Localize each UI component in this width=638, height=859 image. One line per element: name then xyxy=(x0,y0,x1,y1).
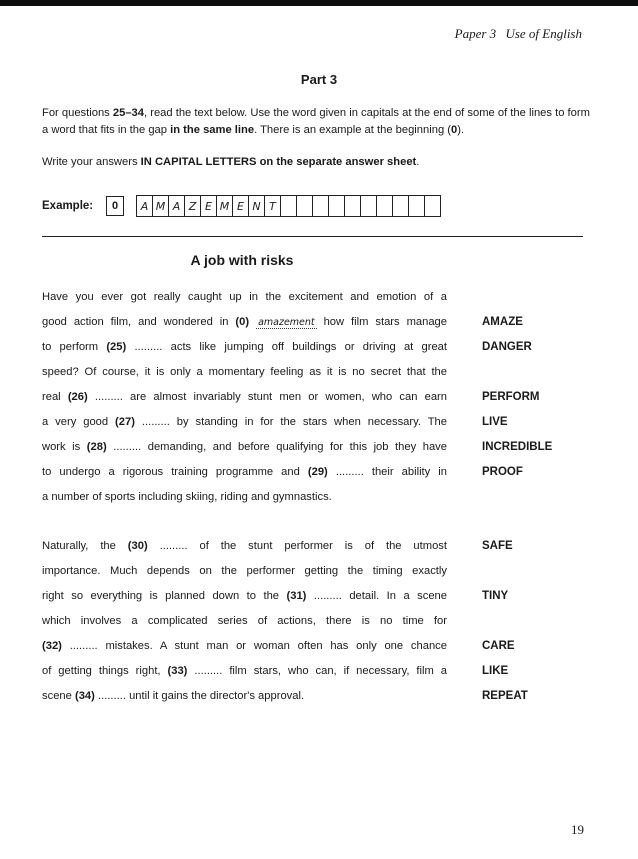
letter-cell: E xyxy=(201,196,217,216)
keyword-amaze: AMAZE xyxy=(482,316,523,328)
divider-rule xyxy=(42,236,583,237)
part-title: Part 3 xyxy=(300,72,338,87)
example-letter-grid xyxy=(136,195,441,217)
text-line: of getting things right, (33) ......... film stars, who can, if necessary, film a xyxy=(42,665,447,677)
letter-cell xyxy=(377,196,393,216)
keyword-care: CARE xyxy=(482,640,515,652)
letter-cell: M xyxy=(217,196,233,216)
section-label: Use of English xyxy=(505,26,582,41)
letter-cell xyxy=(409,196,425,216)
letter-cell: Z xyxy=(185,196,201,216)
keyword-tiny: TINY xyxy=(482,590,509,602)
example-label: Example: xyxy=(42,200,94,212)
text-line: real (26) ......... are almost invariably stunt men or women, who can earn xyxy=(42,391,447,403)
text-line: to perform (25) ......... acts like jumping off buildings or driving at great xyxy=(42,341,447,353)
keyword-perform: PERFORM xyxy=(482,391,540,403)
text-line: to undergo a rigorous training programme and (29) ......... their ability in xyxy=(42,466,448,478)
text-line: a number of sports including skiing, riding and gymnastics. xyxy=(42,491,332,503)
keyword-incredible: INCREDIBLE xyxy=(482,441,553,453)
top-edge-bar xyxy=(0,0,638,6)
paper-label: Paper 3 xyxy=(454,26,497,41)
keyword-proof: PROOF xyxy=(482,466,523,478)
text-title: A job with risks xyxy=(190,252,294,268)
letter-cell: E xyxy=(233,196,249,216)
letter-cell xyxy=(345,196,361,216)
letter-cell: A xyxy=(169,196,185,216)
example-answer: amazement xyxy=(258,317,315,328)
keyword-like: LIKE xyxy=(482,665,509,677)
example-number-box: 0 xyxy=(106,196,124,216)
keyword-live: LIVE xyxy=(482,416,508,428)
letter-cell xyxy=(393,196,409,216)
text-line: importance. Much depends on the performer getting the timing exactly xyxy=(42,565,447,577)
text-line: Have you ever got really caught up in the excitement and emotion of a xyxy=(42,291,447,303)
letter-cell: N xyxy=(249,196,265,216)
letter-cell xyxy=(281,196,297,216)
text-line: which involves a complicated series of actions, there is no time for xyxy=(42,615,447,627)
letter-cell xyxy=(425,196,440,216)
letter-cell xyxy=(297,196,313,216)
letter-cell: A xyxy=(137,196,153,216)
instructions-paragraph-1: For questions 25–34, read the text below. Use the word given in capitals at the end of some of the lines to form a word that fits in the gap in the same line. There is an example at the beginning (0). xyxy=(42,107,590,136)
keyword-repeat: REPEAT xyxy=(482,690,528,702)
letter-cell xyxy=(313,196,329,216)
example-row xyxy=(42,195,441,217)
keyword-safe: SAFE xyxy=(482,540,513,552)
text-line: scene (34) ......... until it gains the director's approval. xyxy=(42,690,305,702)
letter-cell xyxy=(361,196,377,216)
letter-cell: T xyxy=(265,196,281,216)
text-line: a very good (27) ......... by standing in for the stars when necessary. The xyxy=(42,416,447,428)
letter-cell: M xyxy=(153,196,169,216)
keyword-danger: DANGER xyxy=(482,341,532,353)
text-line: good action film, and wondered in (0) amazement how film stars manage xyxy=(42,316,448,328)
page-header xyxy=(455,26,582,42)
instructions-paragraph-2: Write your answers IN CAPITAL LETTERS on the separate answer sheet. xyxy=(42,156,420,168)
text-line: Naturally, the (30) ......... of the stunt performer is of the utmost xyxy=(42,540,447,552)
letter-cell xyxy=(329,196,345,216)
text-line: right so everything is planned down to the (31) ......... detail. In a scene xyxy=(42,590,447,602)
page-number: 19 xyxy=(571,822,584,837)
text-line: work is (28) ......... demanding, and before qualifying for this job they have xyxy=(42,441,447,453)
text-line: speed? Of course, it is only a momentary feeling as it is no secret that the xyxy=(42,366,447,378)
text-line: (32) ......... mistakes. A stunt man or woman often has only one chance xyxy=(42,640,447,652)
